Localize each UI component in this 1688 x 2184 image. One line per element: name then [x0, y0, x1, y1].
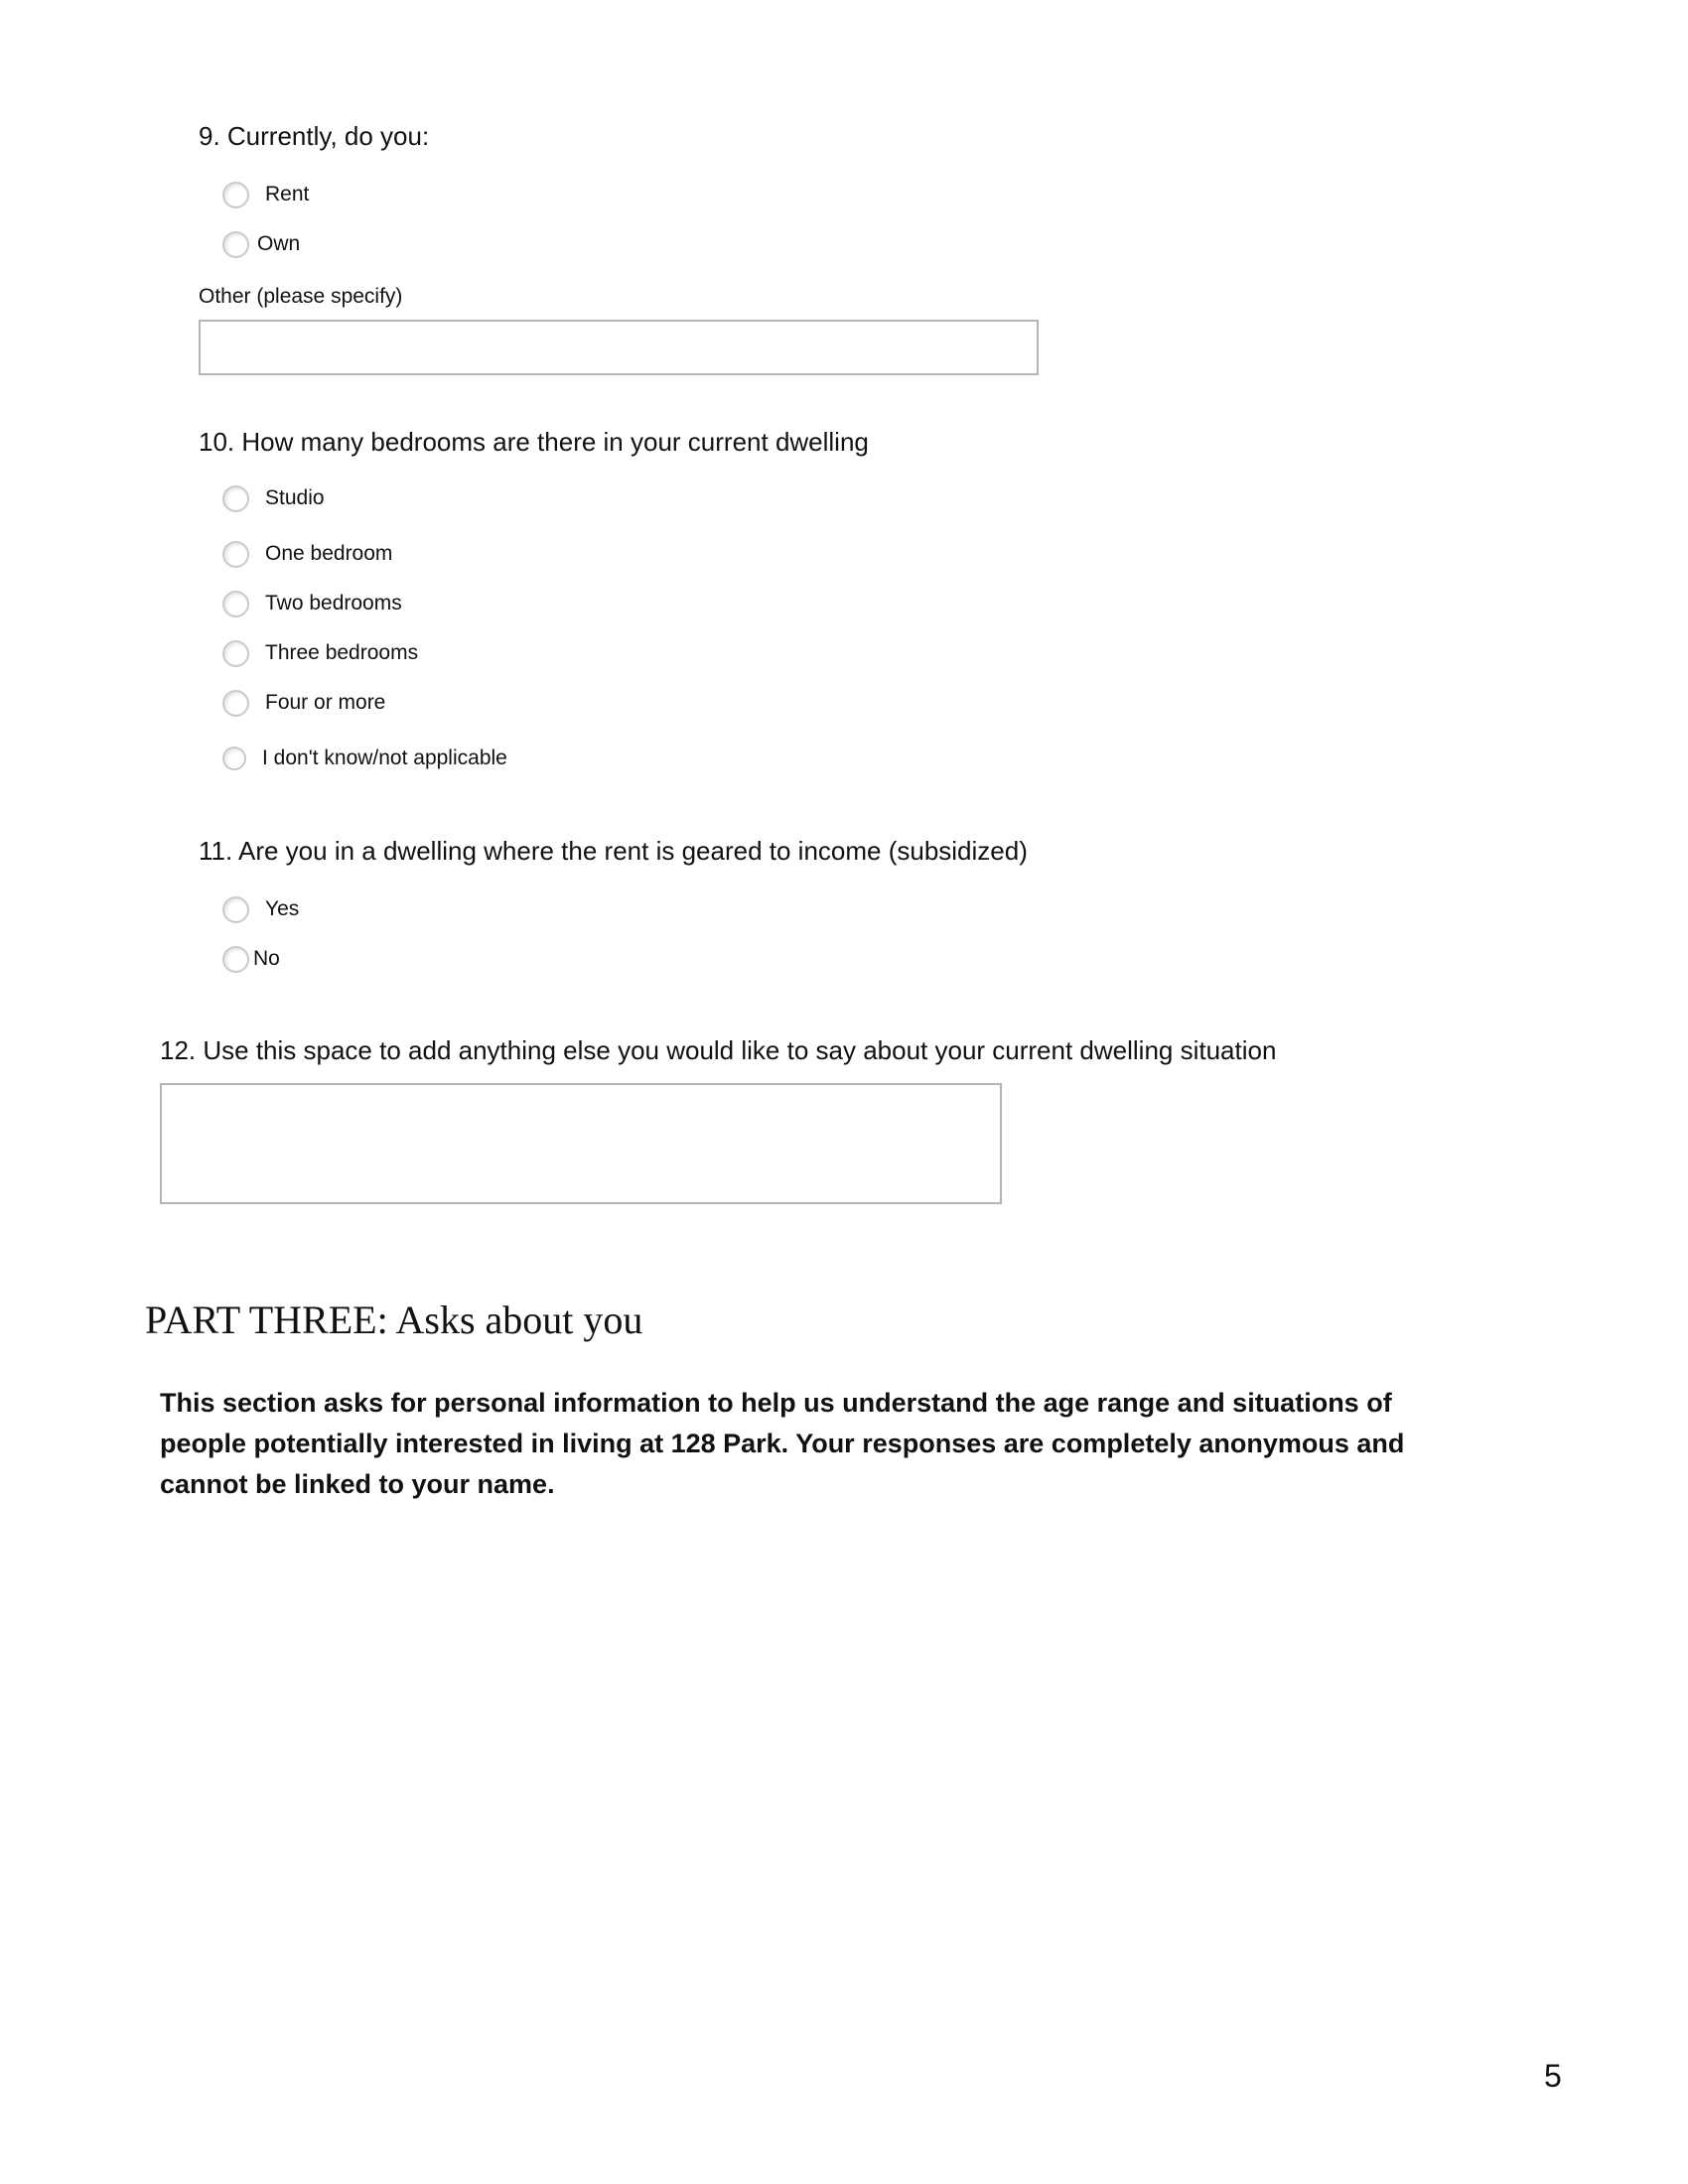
- q10-option-label: Three bedrooms: [265, 641, 419, 664]
- q10-option-label: Two bedrooms: [265, 592, 402, 614]
- q10-option-three-bedrooms[interactable]: [222, 633, 418, 673]
- radio-button[interactable]: [222, 747, 246, 770]
- radio-button[interactable]: [222, 182, 249, 208]
- q9-option-rent[interactable]: [222, 175, 309, 214]
- q11-option-no[interactable]: [222, 939, 280, 979]
- q11-option-label: Yes: [265, 897, 300, 920]
- q12-title: 12. Use this space to add anything else you would like to say about your current dwelling situation: [160, 1035, 1277, 1065]
- q11-title: 11. Are you in a dwelling where the rent is geared to income (subsidized): [199, 836, 1028, 866]
- q9-title: 9. Currently, do you:: [199, 121, 430, 151]
- radio-button[interactable]: [222, 690, 249, 717]
- q12-comment-textarea[interactable]: [160, 1083, 1002, 1204]
- q11-option-yes[interactable]: [222, 889, 299, 929]
- q10-option-label: I don't know/not applicable: [262, 747, 507, 769]
- q10-option-one-bedroom[interactable]: [222, 534, 392, 574]
- q9-option-label: Rent: [265, 183, 310, 205]
- part-three-title: PART THREE: Asks about you: [145, 1297, 643, 1342]
- radio-button[interactable]: [222, 896, 249, 923]
- radio-button[interactable]: [222, 231, 249, 258]
- radio-button[interactable]: [222, 485, 249, 512]
- radio-button[interactable]: [222, 946, 249, 973]
- q9-other-input[interactable]: [199, 320, 1039, 375]
- radio-button[interactable]: [222, 591, 249, 617]
- q10-option-four-or-more[interactable]: [222, 683, 385, 723]
- q9-option-own[interactable]: [222, 224, 300, 264]
- q10-option-label: Studio: [265, 486, 325, 509]
- radio-button[interactable]: [222, 640, 249, 667]
- q11-option-label: No: [253, 947, 280, 970]
- radio-button[interactable]: [222, 541, 249, 568]
- q10-option-dont-know[interactable]: [222, 739, 507, 778]
- q10-option-two-bedrooms[interactable]: [222, 584, 402, 623]
- q9-other-label: Other (please specify): [199, 285, 403, 308]
- q10-title: 10. How many bedrooms are there in your current dwelling: [199, 427, 869, 457]
- q9-option-label: Own: [257, 232, 301, 255]
- page-number: 5: [1544, 2058, 1562, 2094]
- q10-option-label: One bedroom: [265, 542, 393, 565]
- q10-option-studio[interactable]: [222, 478, 325, 518]
- part-three-intro: This section asks for personal information to help us understand the age range and situations of people potentially interested in living at 128 Park. Your responses are completely anonymous and cannot be linked to your name.: [160, 1388, 1405, 1499]
- q10-option-label: Four or more: [265, 691, 386, 714]
